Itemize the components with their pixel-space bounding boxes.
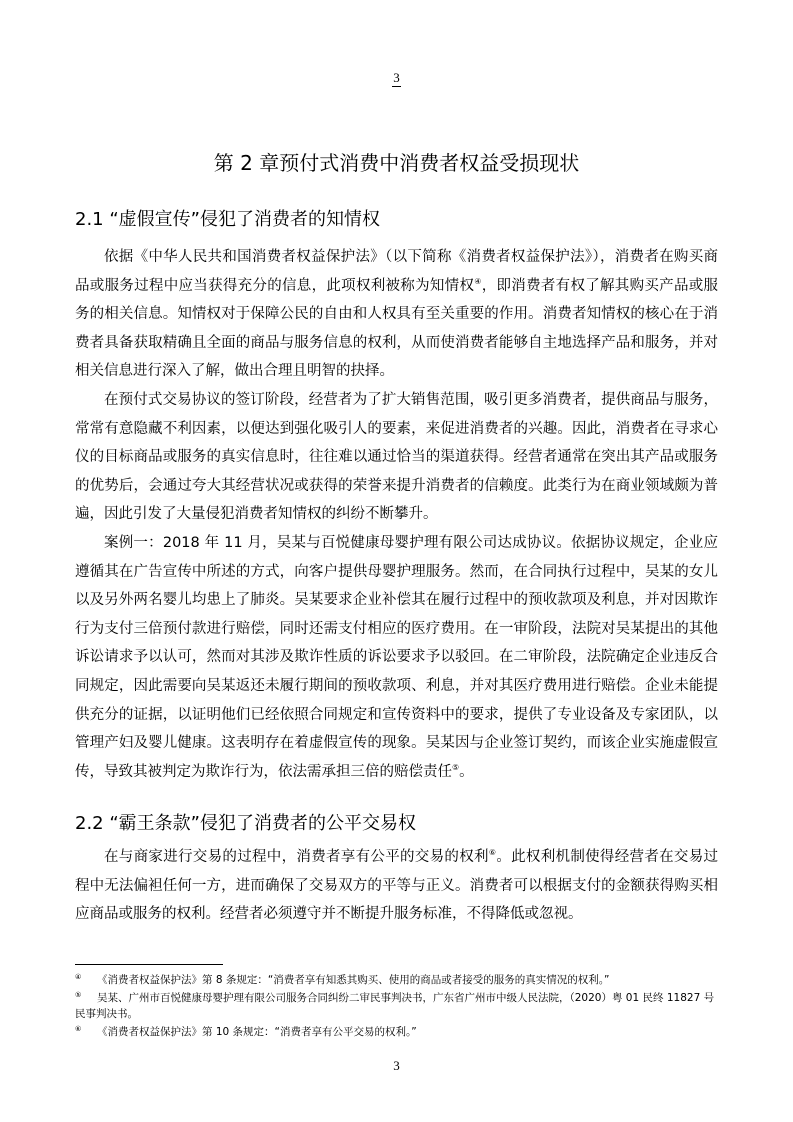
chapter-title: 第 2 章预付式消费中消费者权益受损现状 bbox=[213, 151, 580, 175]
header-page-number: 3 bbox=[393, 70, 400, 85]
paragraph: 在预付式交易协议的签订阶段，经营者为了扩大销售范围，吸引更多消费者，提供商品与服务，常常有意隐藏不利因素，以便达到强化吸引人的要素，来促进消费者的兴趣。因此，消费者在寻求心仪的目标商品或服务的真实信息时，往往难以通过恰当的渠道获得。经营者通常在突出其产品或服务的优势后，会通过夸大其经营状况或获得的荣誉来提升消费者的信赖度。此类行为在商业领域颇为普遍，因此引发了大量侵犯消费者知情权的纠纷不断攀升。 bbox=[75, 391, 718, 523]
section-title-2-2: 2.2 “霸王条款”侵犯了消费者的公平交易权 bbox=[75, 813, 416, 834]
section-2-2-body bbox=[75, 843, 718, 929]
footnote-item: ⑥ 《消费者权益保护法》第 10 条规定：“消费者享有公平交易的权利。” bbox=[75, 1025, 417, 1038]
paragraph: 依据《中华人民共和国消费者权益保护法》（以下简称《消费者权益保护法》），消费者在购买商品或服务过程中应当获得充分的信息，此项权利被称为知情权④，即消费者有权了解其购买产品或服务的相关信息。知情权对于保障公民的自由和人权具有至关重要的作用。消费者知情权的核心在于消费者具备获取精确且全面的商品与服务信息的权利，从而使消费者能够自主地选择产品和服务，并对相关信息进行深入了解，做出合理且明智的抉择。 bbox=[75, 249, 719, 380]
footnote-divider bbox=[75, 964, 223, 965]
footnote-ref[interactable]: ⑤ bbox=[452, 762, 460, 772]
section-title-2-1: 2.1 “虚假宣传”侵犯了消费者的知情权 bbox=[75, 209, 380, 230]
section-2-1-body bbox=[75, 243, 718, 786]
footer-page-number: 3 bbox=[393, 1058, 400, 1073]
footnote-ref[interactable]: ④ bbox=[474, 276, 482, 286]
footnotes bbox=[75, 972, 718, 1042]
footnote-item: ④ 《消费者权益保护法》第 8 条规定：“消费者享有知悉其购买、使用的商品或者接受的服务的真实情况的权利。” bbox=[75, 973, 610, 986]
footnote-item: ⑤ 吴某、广州市百悦健康母婴护理有限公司服务合同纠纷二审民事判决书，广东省广州市中级人民法院，（2020）粤 01 民终 11827 号民事判决书。 bbox=[75, 991, 715, 1020]
footnote-ref[interactable]: ⑥ bbox=[488, 848, 497, 858]
paragraph: 在与商家进行交易的过程中，消费者享有公平的交易的权利⑥。此权利机制使得经营者在交易过程中无法偏袒任何一方，进而确保了交易双方的平等与正义。消费者可以根据支付的金额获得购买相应商品或服务的权利。经营者必须遵守并不断提升服务标准，不得降低或忽视。 bbox=[75, 848, 719, 923]
paragraph: 案例一：2018 年 11 月，吴某与百悦健康母婴护理有限公司达成协议。依据协议规定，企业应遵循其在广告宣传中所述的方式，向客户提供母婴护理服务。然而，在合同执行过程中，吴某的女儿以及另外两名婴儿均患上了肺炎。吴某要求企业补偿其在履行过程中的预收款项及利息，并对因欺诈行为支付三倍预付款进行赔偿，同时还需支付相应的医疗费用。在一审阶段，法院对吴某提出的其他诉讼请求予以认可，然而对其涉及欺诈性质的诉讼要求予以驳回。在二审阶段，法院确定企业违反合同规定，因此需要向吴某返还未履行期间的预收款项、利息，并对其医疗费用进行赔偿。企业未能提供充分的证据，以证明他们已经依照合同规定和宣传资料中的要求，提供了专业设备及专家团队，以管理产妇及婴儿健康。这表明存在着虚假宣传的现象。吴某因与企业签订契约，而该企业实施虚假宣传，导致其被判定为欺诈行为，依法需承担三倍的赔偿责任⑤。 bbox=[75, 534, 718, 780]
